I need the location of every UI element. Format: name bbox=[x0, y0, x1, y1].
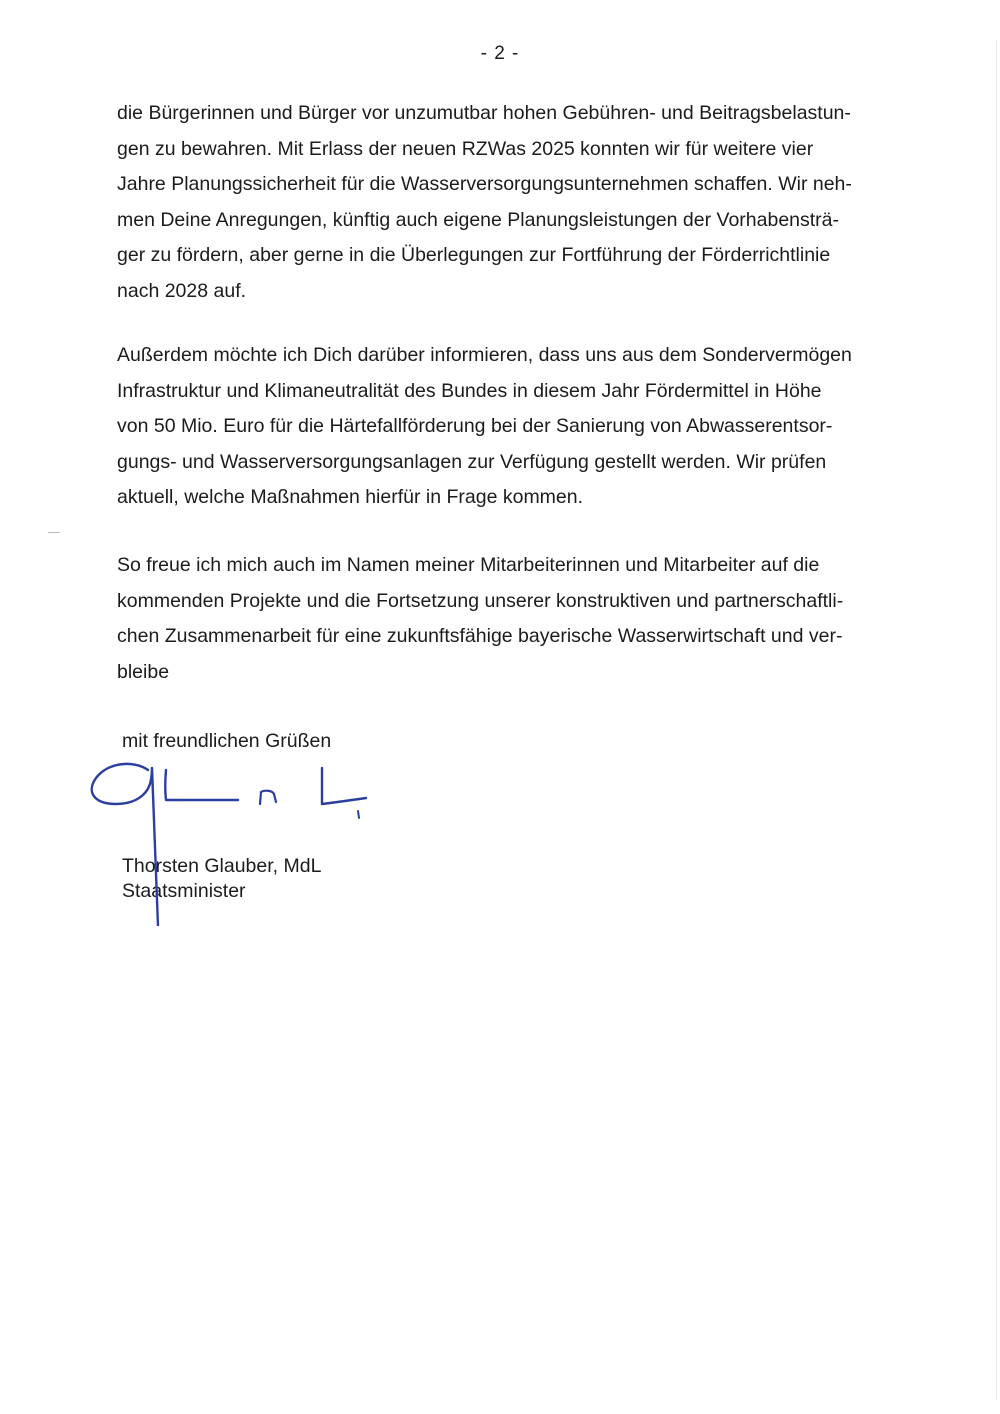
handwritten-signature bbox=[86, 756, 386, 926]
text-line: nach 2028 auf. bbox=[117, 279, 247, 302]
signature-stroke bbox=[322, 768, 366, 804]
signature-stroke bbox=[260, 791, 276, 804]
text-line: chen Zusammenarbeit für eine zukunftsfähige bayerische Wasserwirtschaft und ver- bbox=[117, 625, 843, 647]
text-line: Außerdem möchte ich Dich darüber informieren, dass uns aus dem Sondervermögen bbox=[117, 344, 852, 366]
signature-stroke bbox=[358, 811, 359, 818]
closing-salutation: mit freundlichen Grüßen bbox=[122, 730, 332, 752]
text-line: men Deine Anregungen, künftig auch eigene Planungsleistungen der Vorhabensträ- bbox=[117, 208, 840, 231]
paragraph-closing-remarks bbox=[117, 548, 897, 690]
signature-stroke bbox=[165, 770, 238, 800]
paragraph-special-fund bbox=[117, 338, 897, 516]
text-line: gungs- und Wasserversorgungsanlagen zur Verfügung gestellt werden. Wir prüfen bbox=[117, 450, 827, 473]
text-line: die Bürgerinnen und Bürger vor unzumutbar hohen Gebühren- und Beitragsbelastun- bbox=[117, 102, 851, 124]
page-number: - 2 - bbox=[480, 43, 520, 64]
text-line: gen zu bewahren. Mit Erlass der neuen RZWas 2025 konnten wir für weitere vier bbox=[117, 137, 814, 160]
sender-title: Staatsminister bbox=[122, 880, 246, 902]
sender-name: Thorsten Glauber, MdL bbox=[122, 855, 322, 877]
scan-mark bbox=[996, 40, 997, 1400]
scan-mark bbox=[48, 532, 60, 533]
text-line: aktuell, welche Maßnahmen hierfür in Frage kommen. bbox=[117, 486, 584, 508]
signature-stroke bbox=[92, 764, 158, 926]
text-line: ger zu fördern, aber gerne in die Überlegungen zur Fortführung der Förderrichtlinie bbox=[117, 244, 831, 266]
text-line: Infrastruktur und Klimaneutralität des Bundes in diesem Jahr Fördermittel in Höhe bbox=[117, 379, 822, 402]
text-line: bleibe bbox=[117, 660, 170, 683]
text-line: So freue ich mich auch im Namen meiner Mitarbeiterinnen und Mitarbeiter auf die bbox=[117, 554, 820, 576]
text-line: kommenden Projekte und die Fortsetzung unserer konstruktiven und partnerschaftli- bbox=[117, 589, 844, 612]
paragraph-funding-guideline bbox=[117, 96, 897, 309]
text-line: Jahre Planungssicherheit für die Wasserversorgungsunternehmen schaffen. Wir neh- bbox=[117, 173, 852, 195]
text-line: von 50 Mio. Euro für die Härtefallförderung bei der Sanierung von Abwasserentsor- bbox=[117, 415, 833, 437]
